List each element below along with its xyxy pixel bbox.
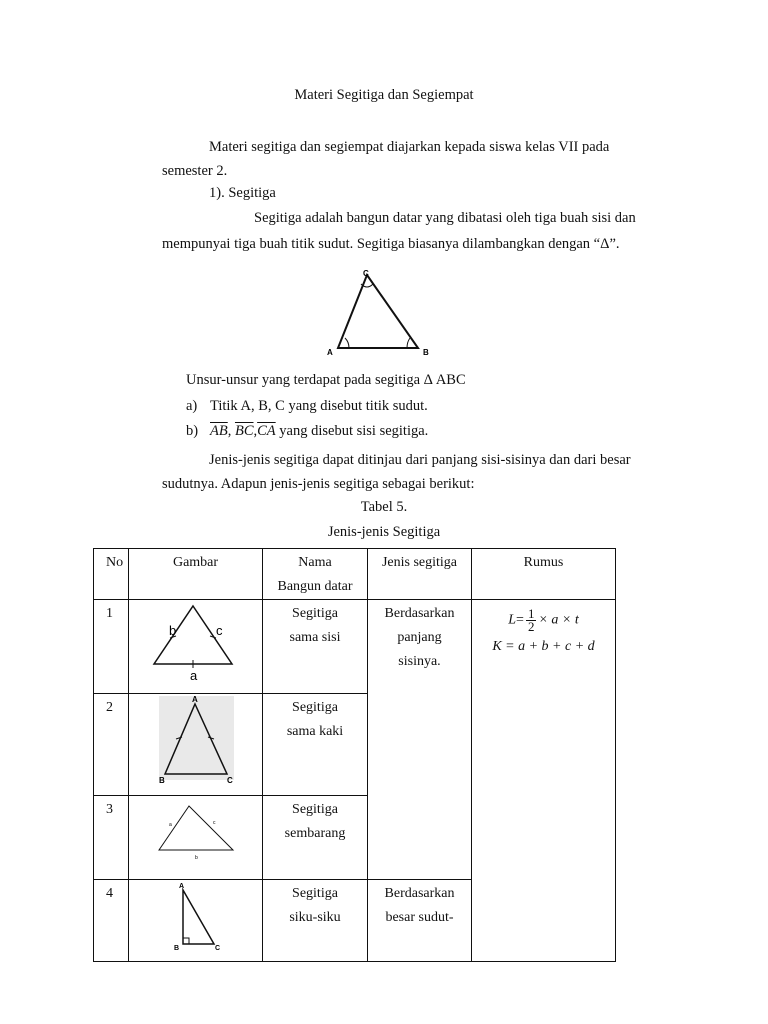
right-triangle-figure (129, 880, 262, 952)
vertex-a-label: A (192, 695, 198, 704)
header-gambar: Gambar (129, 549, 263, 600)
side-a-label: a (169, 822, 172, 828)
vertex-b-label: B (159, 776, 165, 785)
table-caption-title: Jenis-jenis Segitiga (327, 524, 441, 540)
segment-ca: $\overline{CA}$ (257, 423, 276, 439)
side-b-label: b (169, 623, 177, 638)
scalene-triangle-figure (129, 796, 262, 870)
area-formula: L= $\frac{1}{2}$ × a × t (508, 606, 579, 634)
element-b-text: $\overline{AB}$, $\overline{BC},\overline{CA}$ yang disebut sisi segitiga. (210, 423, 429, 439)
table-header-row (94, 549, 616, 600)
row-3-no: 3 (94, 796, 129, 880)
equilateral-triangle-figure (129, 600, 262, 684)
types-paragraph (162, 448, 674, 496)
header-jenis: Jenis segitiga (368, 549, 472, 600)
segment-bc: $\overline{BC}$ (234, 423, 254, 439)
row-1-nama: Segitiga sama sisi (263, 600, 368, 694)
jenis-cell-sides: Berdasarkan panjang sisinya. (368, 600, 472, 880)
row-3-nama: Segitiga sembarang (263, 796, 368, 880)
elements-heading: Unsur-unsur yang terdapat pada segitiga Δ ABC (186, 372, 466, 388)
triangle-types-table (93, 548, 616, 962)
row-4-nama: Segitiga siku-siku (263, 880, 368, 962)
intro-line-1: Materi segitiga dan segiempat diajarkan kepada siswa kelas VII pada (209, 139, 610, 155)
perimeter-formula: K = a + b + c + d (492, 639, 595, 654)
vertex-c-label: C (363, 269, 369, 278)
vertex-a-label: A (327, 348, 333, 357)
side-c-label: c (213, 820, 216, 826)
row-1-gambar (129, 600, 263, 694)
page-title: Materi Segitiga dan Segiempat (294, 87, 474, 103)
table-row (94, 600, 616, 694)
vertex-c-label: C (227, 776, 233, 785)
row-2-gambar (129, 694, 263, 796)
element-b-tail: yang disebut sisi segitiga. (279, 423, 429, 439)
vertex-c-label: C (215, 945, 221, 952)
row-2-no: 2 (94, 694, 129, 796)
section-heading-segitiga: 1). Segitiga (209, 185, 276, 201)
vertex-a-label: A (179, 883, 185, 890)
header-nama: Nama Bangun datar (263, 549, 368, 600)
element-a-marker: a) (186, 398, 198, 414)
table-caption-number: Tabel 5. (360, 499, 408, 515)
header-rumus: Rumus (472, 549, 616, 600)
definition-line-1: Segitiga adalah bangun datar yang dibatasi oleh tiga buah sisi dan (254, 210, 636, 226)
row-4-gambar (129, 880, 263, 962)
side-a-label: a (190, 668, 198, 683)
rumus-cell (472, 600, 616, 962)
intro-line-2: semester 2. (162, 163, 228, 179)
vertex-b-label: B (174, 945, 180, 952)
side-b-label: b (195, 855, 198, 861)
element-b-marker: b) (186, 423, 199, 439)
row-1-no: 1 (94, 600, 129, 694)
row-4-no: 4 (94, 880, 129, 962)
intro-paragraph (162, 135, 674, 183)
row-3-gambar (129, 796, 263, 880)
segment-ab: $\overline{AB}$ (210, 423, 228, 439)
definition-line-2: mempunyai tiga buah titik sudut. Segitiga biasanya dilambangkan dengan “Δ”. (162, 236, 620, 252)
vertex-b-label: B (423, 348, 429, 357)
isosceles-triangle-figure (129, 694, 262, 786)
jenis-cell-angles: Berdasarkan besar sudut- (368, 880, 472, 962)
triangle-abc-figure (322, 262, 440, 362)
side-c-label: c (216, 623, 223, 638)
types-line-1: Jenis-jenis segitiga dapat ditinjau dari panjang sisi-sisinya dan dari besar (209, 452, 631, 468)
header-no: No (94, 549, 129, 600)
types-line-2: sudutnya. Adapun jenis-jenis segitiga sebagai berikut: (162, 476, 475, 492)
row-2-nama: Segitiga sama kaki (263, 694, 368, 796)
element-a-text: Titik A, B, C yang disebut titik sudut. (210, 398, 428, 414)
